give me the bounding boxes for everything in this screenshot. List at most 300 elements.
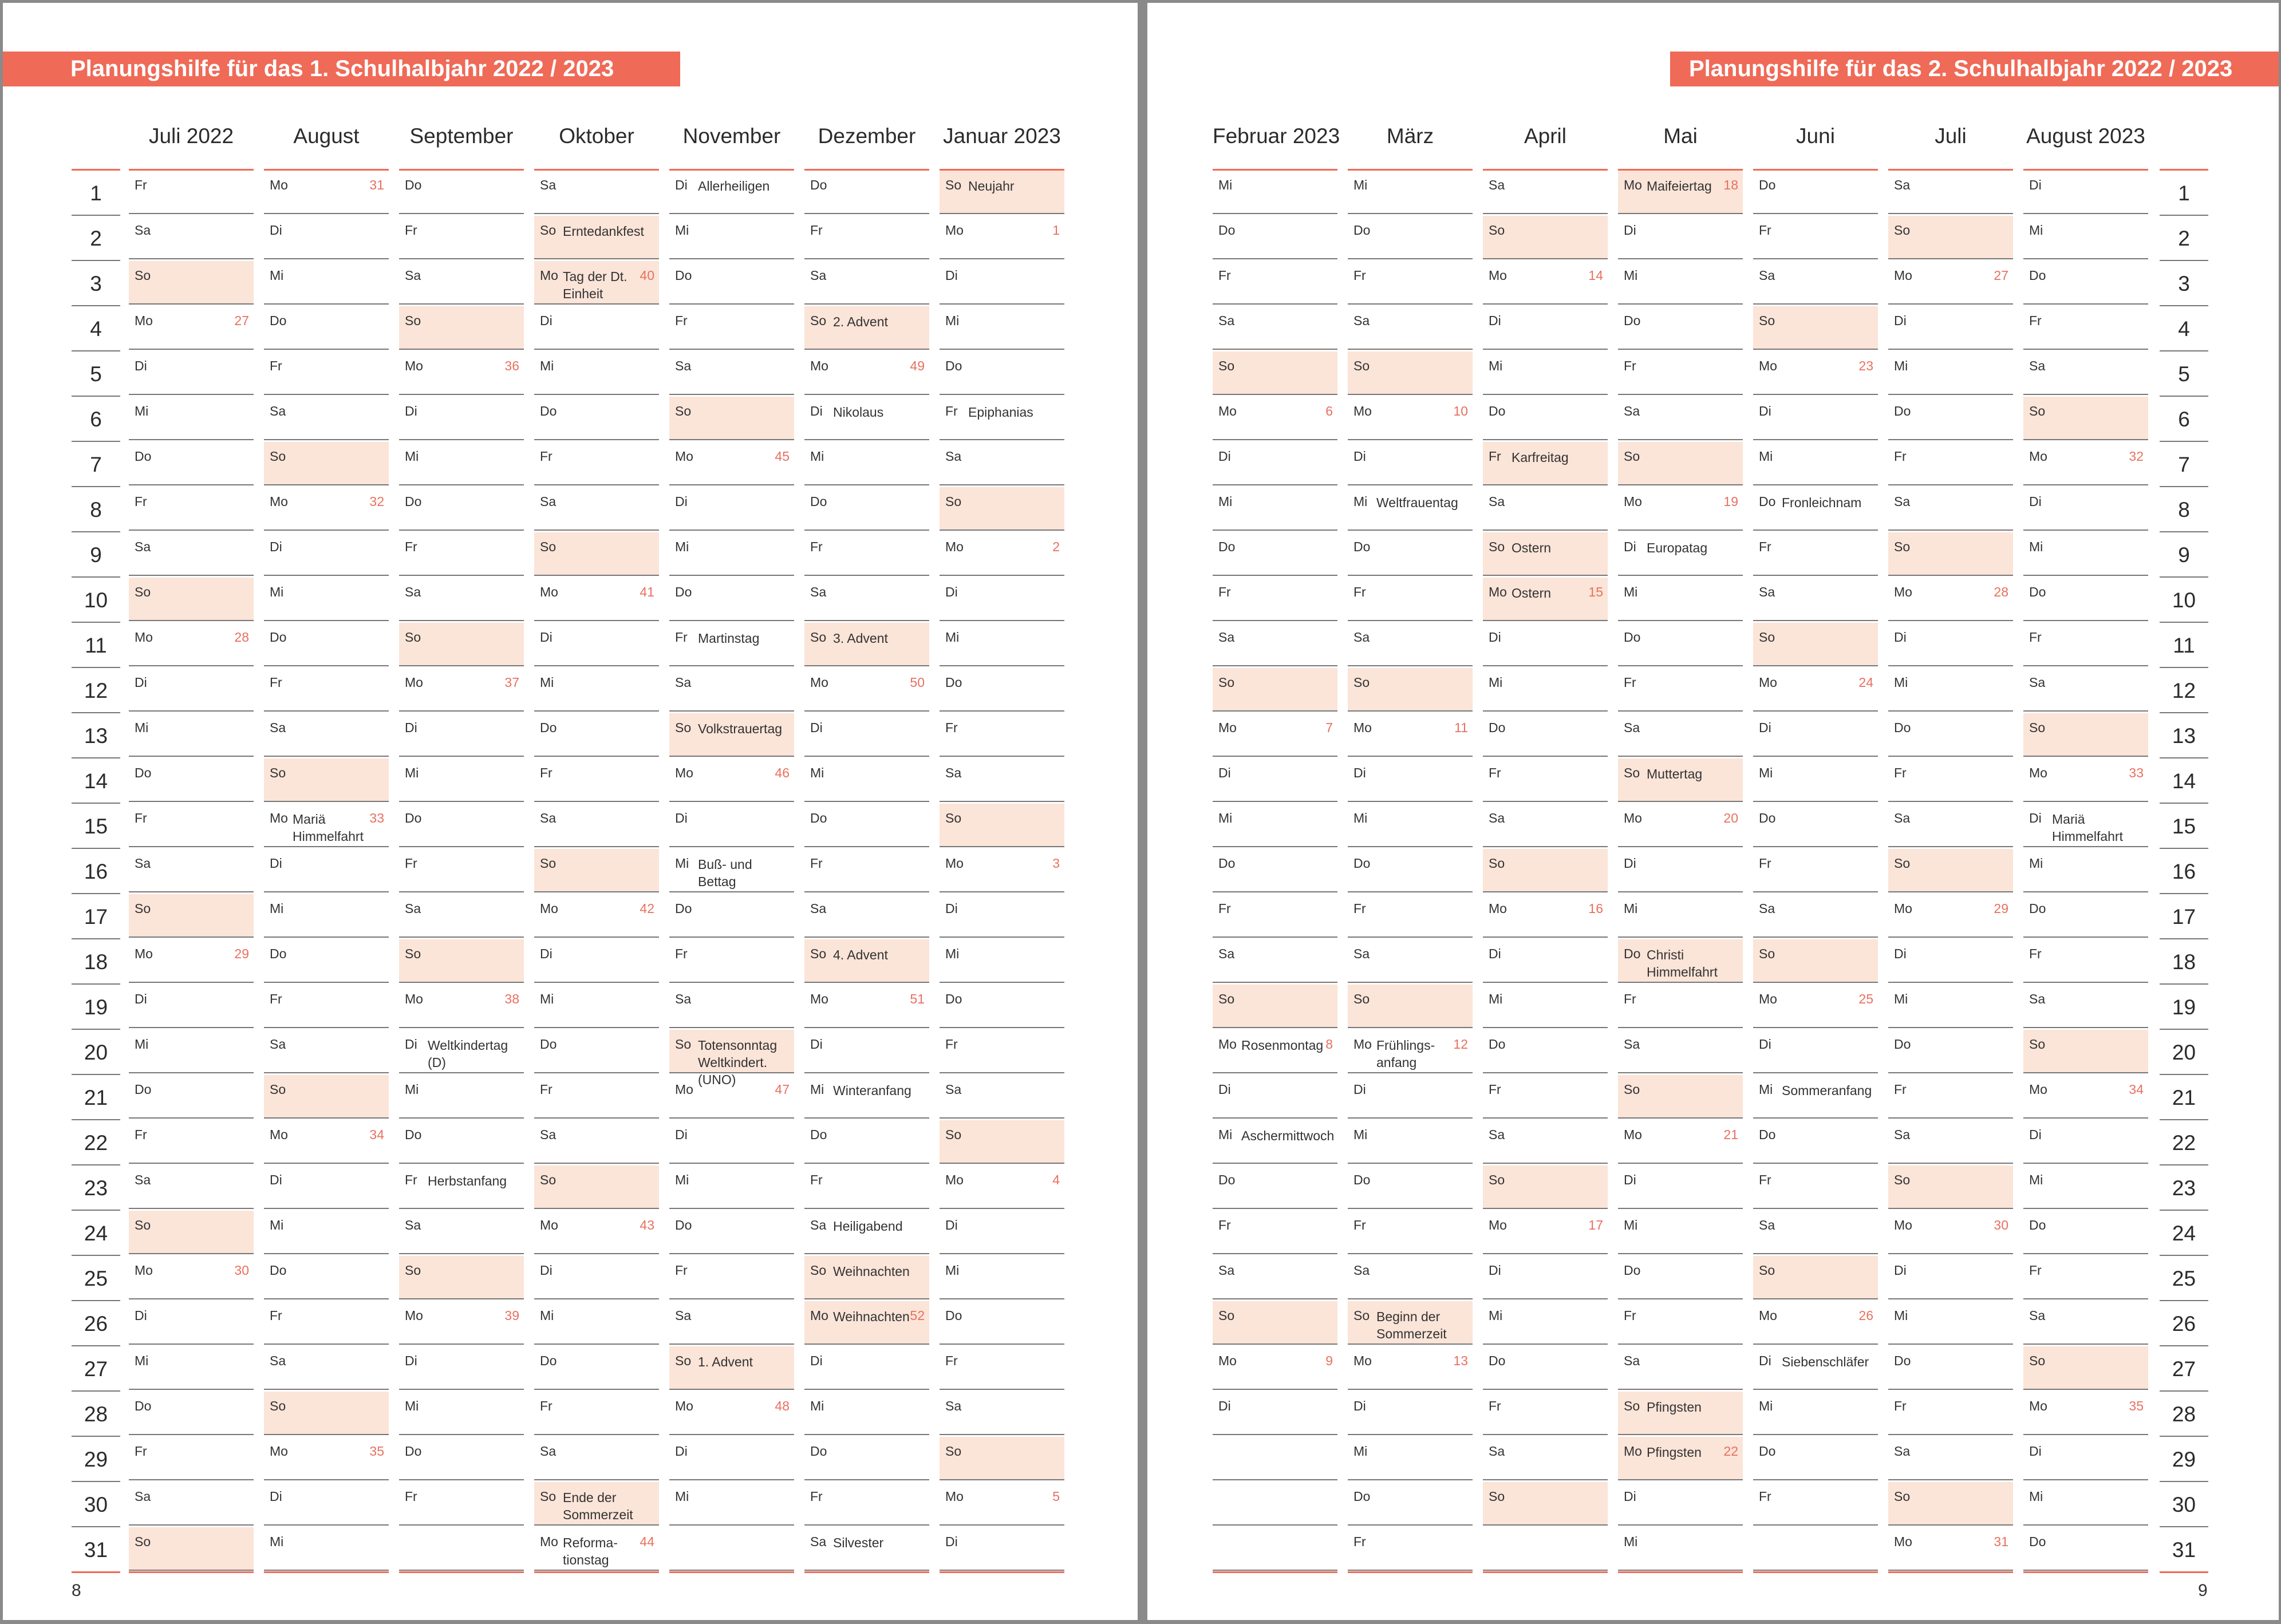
day-cell[interactable] bbox=[940, 1165, 1064, 1209]
day-cell[interactable] bbox=[534, 1120, 659, 1164]
day-cell[interactable] bbox=[1213, 894, 1337, 938]
day-cell[interactable] bbox=[669, 171, 794, 214]
day-cell[interactable] bbox=[2023, 939, 2148, 983]
day-cell[interactable] bbox=[1213, 1030, 1337, 1073]
day-cell[interactable] bbox=[940, 939, 1064, 983]
day-cell[interactable] bbox=[399, 1482, 524, 1526]
day-cell[interactable] bbox=[940, 487, 1064, 531]
day-cell[interactable] bbox=[1618, 487, 1743, 531]
day-cell[interactable] bbox=[1483, 306, 1608, 350]
day-cell[interactable] bbox=[940, 442, 1064, 485]
day-cell[interactable] bbox=[264, 1437, 389, 1480]
day-cell[interactable] bbox=[534, 532, 659, 576]
day-cell[interactable] bbox=[2023, 216, 2148, 259]
day-cell[interactable] bbox=[129, 713, 254, 757]
day-cell[interactable] bbox=[399, 1301, 524, 1345]
day-cell[interactable] bbox=[1348, 758, 1473, 802]
day-cell[interactable] bbox=[1888, 939, 2013, 983]
day-cell[interactable] bbox=[1888, 985, 2013, 1028]
day-cell[interactable] bbox=[1213, 397, 1337, 440]
day-cell[interactable] bbox=[1753, 623, 1878, 666]
day-cell[interactable] bbox=[1483, 1211, 1608, 1254]
day-cell[interactable] bbox=[1348, 804, 1473, 847]
day-cell[interactable] bbox=[1753, 261, 1878, 305]
day-cell[interactable] bbox=[534, 713, 659, 757]
day-cell[interactable] bbox=[129, 261, 254, 305]
day-cell[interactable] bbox=[1618, 532, 1743, 576]
day-cell[interactable] bbox=[669, 1346, 794, 1390]
day-cell[interactable] bbox=[2023, 351, 2148, 395]
day-cell[interactable] bbox=[1213, 351, 1337, 395]
day-cell[interactable] bbox=[399, 397, 524, 440]
day-cell[interactable] bbox=[399, 758, 524, 802]
day-cell[interactable] bbox=[1213, 261, 1337, 305]
day-cell[interactable] bbox=[534, 1030, 659, 1073]
day-cell[interactable] bbox=[1348, 1120, 1473, 1164]
day-cell[interactable] bbox=[940, 1301, 1064, 1345]
day-cell[interactable] bbox=[669, 1437, 794, 1480]
day-cell[interactable] bbox=[264, 1256, 389, 1299]
day-cell[interactable] bbox=[2023, 623, 2148, 666]
day-cell[interactable] bbox=[399, 306, 524, 350]
day-cell[interactable] bbox=[534, 1437, 659, 1480]
day-cell[interactable] bbox=[1753, 758, 1878, 802]
day-cell[interactable] bbox=[1213, 1256, 1337, 1299]
day-cell[interactable] bbox=[669, 1392, 794, 1435]
day-cell[interactable] bbox=[940, 216, 1064, 259]
day-cell[interactable] bbox=[399, 1120, 524, 1164]
day-cell[interactable] bbox=[534, 849, 659, 892]
day-cell[interactable] bbox=[1348, 1030, 1473, 1073]
day-cell[interactable] bbox=[1753, 578, 1878, 621]
day-cell[interactable] bbox=[534, 623, 659, 666]
day-cell[interactable] bbox=[129, 1527, 254, 1571]
day-cell[interactable] bbox=[399, 216, 524, 259]
day-cell[interactable] bbox=[669, 1527, 794, 1571]
day-cell[interactable] bbox=[1618, 1527, 1743, 1571]
day-cell[interactable] bbox=[804, 758, 929, 802]
day-cell[interactable] bbox=[129, 1165, 254, 1209]
day-cell[interactable] bbox=[669, 1211, 794, 1254]
day-cell[interactable] bbox=[940, 985, 1064, 1028]
day-cell[interactable] bbox=[264, 578, 389, 621]
day-cell[interactable] bbox=[264, 442, 389, 485]
day-cell[interactable] bbox=[1348, 1075, 1473, 1119]
day-cell[interactable] bbox=[1618, 261, 1743, 305]
day-cell[interactable] bbox=[264, 1075, 389, 1119]
day-cell[interactable] bbox=[804, 1527, 929, 1571]
day-cell[interactable] bbox=[1213, 939, 1337, 983]
day-cell[interactable] bbox=[1888, 578, 2013, 621]
day-cell[interactable] bbox=[2023, 532, 2148, 576]
day-cell[interactable] bbox=[1483, 623, 1608, 666]
day-cell[interactable] bbox=[1348, 171, 1473, 214]
day-cell[interactable] bbox=[1483, 578, 1608, 621]
day-cell[interactable] bbox=[399, 171, 524, 214]
day-cell[interactable] bbox=[2023, 713, 2148, 757]
day-cell[interactable] bbox=[804, 849, 929, 892]
day-cell[interactable] bbox=[1213, 532, 1337, 576]
day-cell[interactable] bbox=[2023, 397, 2148, 440]
day-cell[interactable] bbox=[399, 668, 524, 712]
day-cell[interactable] bbox=[804, 578, 929, 621]
day-cell[interactable] bbox=[1483, 713, 1608, 757]
day-cell[interactable] bbox=[940, 668, 1064, 712]
day-cell[interactable] bbox=[669, 532, 794, 576]
day-cell[interactable] bbox=[1348, 216, 1473, 259]
day-cell[interactable] bbox=[1348, 1437, 1473, 1480]
day-cell[interactable] bbox=[534, 578, 659, 621]
day-cell[interactable] bbox=[534, 1301, 659, 1345]
day-cell[interactable] bbox=[669, 1120, 794, 1164]
day-cell[interactable] bbox=[1348, 442, 1473, 485]
day-cell[interactable] bbox=[2023, 1075, 2148, 1119]
day-cell[interactable] bbox=[804, 1392, 929, 1435]
day-cell[interactable] bbox=[669, 894, 794, 938]
day-cell[interactable] bbox=[129, 1301, 254, 1345]
day-cell[interactable] bbox=[1753, 1437, 1878, 1480]
day-cell[interactable] bbox=[669, 487, 794, 531]
day-cell[interactable] bbox=[1213, 1346, 1337, 1390]
day-cell[interactable] bbox=[264, 397, 389, 440]
day-cell[interactable] bbox=[534, 1346, 659, 1390]
day-cell[interactable] bbox=[399, 1030, 524, 1073]
day-cell[interactable] bbox=[1618, 1437, 1743, 1480]
day-cell[interactable] bbox=[669, 1301, 794, 1345]
day-cell[interactable] bbox=[804, 1120, 929, 1164]
day-cell[interactable] bbox=[534, 1075, 659, 1119]
day-cell[interactable] bbox=[1618, 939, 1743, 983]
day-cell[interactable] bbox=[1753, 397, 1878, 440]
day-cell[interactable] bbox=[1888, 397, 2013, 440]
day-cell[interactable] bbox=[1888, 261, 2013, 305]
day-cell[interactable] bbox=[804, 1301, 929, 1345]
day-cell[interactable] bbox=[534, 1165, 659, 1209]
day-cell[interactable] bbox=[1483, 1120, 1608, 1164]
day-cell[interactable] bbox=[669, 442, 794, 485]
day-cell[interactable] bbox=[534, 758, 659, 802]
day-cell[interactable] bbox=[1753, 1346, 1878, 1390]
day-cell[interactable] bbox=[1888, 532, 2013, 576]
day-cell[interactable] bbox=[1753, 1120, 1878, 1164]
day-cell[interactable] bbox=[264, 1301, 389, 1345]
day-cell[interactable] bbox=[1483, 1437, 1608, 1480]
day-cell[interactable] bbox=[1888, 1527, 2013, 1571]
day-cell[interactable] bbox=[264, 306, 389, 350]
day-cell[interactable] bbox=[2023, 1030, 2148, 1073]
day-cell[interactable] bbox=[1348, 261, 1473, 305]
day-cell[interactable] bbox=[1753, 1256, 1878, 1299]
day-cell[interactable] bbox=[1888, 713, 2013, 757]
day-cell[interactable] bbox=[1753, 668, 1878, 712]
day-cell[interactable] bbox=[399, 1165, 524, 1209]
day-cell[interactable] bbox=[264, 487, 389, 531]
day-cell[interactable] bbox=[399, 939, 524, 983]
day-cell[interactable] bbox=[264, 1482, 389, 1526]
day-cell[interactable] bbox=[804, 713, 929, 757]
day-cell[interactable] bbox=[804, 261, 929, 305]
day-cell[interactable] bbox=[804, 1346, 929, 1390]
day-cell[interactable] bbox=[1618, 1392, 1743, 1435]
day-cell[interactable] bbox=[1888, 758, 2013, 802]
day-cell[interactable] bbox=[1213, 758, 1337, 802]
day-cell[interactable] bbox=[1348, 894, 1473, 938]
day-cell[interactable] bbox=[1483, 442, 1608, 485]
day-cell[interactable] bbox=[534, 804, 659, 847]
day-cell[interactable] bbox=[129, 804, 254, 847]
day-cell[interactable] bbox=[669, 351, 794, 395]
day-cell[interactable] bbox=[2023, 171, 2148, 214]
day-cell[interactable] bbox=[1348, 578, 1473, 621]
day-cell[interactable] bbox=[264, 758, 389, 802]
day-cell[interactable] bbox=[1348, 1346, 1473, 1390]
day-cell[interactable] bbox=[1888, 306, 2013, 350]
day-cell[interactable] bbox=[2023, 1256, 2148, 1299]
day-cell[interactable] bbox=[804, 442, 929, 485]
day-cell[interactable] bbox=[264, 849, 389, 892]
day-cell[interactable] bbox=[1483, 351, 1608, 395]
day-cell[interactable] bbox=[1618, 171, 1743, 214]
day-cell[interactable] bbox=[399, 442, 524, 485]
day-cell[interactable] bbox=[129, 939, 254, 983]
day-cell[interactable] bbox=[1213, 442, 1337, 485]
day-cell[interactable] bbox=[534, 1211, 659, 1254]
day-cell[interactable] bbox=[2023, 804, 2148, 847]
day-cell[interactable] bbox=[264, 1165, 389, 1209]
day-cell[interactable] bbox=[804, 397, 929, 440]
day-cell[interactable] bbox=[1618, 849, 1743, 892]
day-cell[interactable] bbox=[1483, 1165, 1608, 1209]
day-cell[interactable] bbox=[940, 1075, 1064, 1119]
day-cell[interactable] bbox=[1213, 985, 1337, 1028]
day-cell[interactable] bbox=[1483, 849, 1608, 892]
day-cell[interactable] bbox=[1618, 668, 1743, 712]
day-cell[interactable] bbox=[2023, 1120, 2148, 1164]
day-cell[interactable] bbox=[2023, 1437, 2148, 1480]
day-cell[interactable] bbox=[1213, 668, 1337, 712]
day-cell[interactable] bbox=[804, 1256, 929, 1299]
day-cell[interactable] bbox=[534, 1392, 659, 1435]
day-cell[interactable] bbox=[1348, 1211, 1473, 1254]
day-cell[interactable] bbox=[804, 351, 929, 395]
day-cell[interactable] bbox=[2023, 578, 2148, 621]
day-cell[interactable] bbox=[1483, 668, 1608, 712]
day-cell[interactable] bbox=[534, 668, 659, 712]
day-cell[interactable] bbox=[804, 668, 929, 712]
day-cell[interactable] bbox=[1483, 487, 1608, 531]
day-cell[interactable] bbox=[399, 1392, 524, 1435]
day-cell[interactable] bbox=[264, 171, 389, 214]
day-cell[interactable] bbox=[940, 532, 1064, 576]
day-cell[interactable] bbox=[669, 1482, 794, 1526]
day-cell[interactable] bbox=[940, 804, 1064, 847]
day-cell[interactable] bbox=[669, 668, 794, 712]
day-cell[interactable] bbox=[804, 1165, 929, 1209]
day-cell[interactable] bbox=[669, 1075, 794, 1119]
day-cell[interactable] bbox=[1618, 985, 1743, 1028]
day-cell[interactable] bbox=[264, 894, 389, 938]
day-cell[interactable] bbox=[399, 985, 524, 1028]
day-cell[interactable] bbox=[940, 1030, 1064, 1073]
day-cell[interactable] bbox=[669, 849, 794, 892]
day-cell[interactable] bbox=[1483, 985, 1608, 1028]
day-cell[interactable] bbox=[1213, 849, 1337, 892]
day-cell[interactable] bbox=[1213, 623, 1337, 666]
day-cell[interactable] bbox=[129, 758, 254, 802]
day-cell[interactable] bbox=[1213, 578, 1337, 621]
day-cell[interactable] bbox=[804, 1437, 929, 1480]
day-cell[interactable] bbox=[940, 1392, 1064, 1435]
day-cell[interactable] bbox=[1213, 1437, 1337, 1480]
day-cell[interactable] bbox=[804, 487, 929, 531]
day-cell[interactable] bbox=[1888, 171, 2013, 214]
day-cell[interactable] bbox=[1618, 442, 1743, 485]
day-cell[interactable] bbox=[534, 894, 659, 938]
day-cell[interactable] bbox=[1753, 713, 1878, 757]
day-cell[interactable] bbox=[669, 578, 794, 621]
day-cell[interactable] bbox=[534, 171, 659, 214]
day-cell[interactable] bbox=[399, 1075, 524, 1119]
day-cell[interactable] bbox=[940, 261, 1064, 305]
day-cell[interactable] bbox=[1753, 351, 1878, 395]
day-cell[interactable] bbox=[1348, 713, 1473, 757]
day-cell[interactable] bbox=[1618, 1301, 1743, 1345]
day-cell[interactable] bbox=[1753, 442, 1878, 485]
day-cell[interactable] bbox=[804, 985, 929, 1028]
day-cell[interactable] bbox=[534, 261, 659, 305]
day-cell[interactable] bbox=[399, 578, 524, 621]
day-cell[interactable] bbox=[534, 1256, 659, 1299]
day-cell[interactable] bbox=[1483, 804, 1608, 847]
day-cell[interactable] bbox=[129, 1346, 254, 1390]
day-cell[interactable] bbox=[1753, 487, 1878, 531]
day-cell[interactable] bbox=[534, 487, 659, 531]
day-cell[interactable] bbox=[264, 623, 389, 666]
day-cell[interactable] bbox=[1618, 758, 1743, 802]
day-cell[interactable] bbox=[1753, 1165, 1878, 1209]
day-cell[interactable] bbox=[2023, 758, 2148, 802]
day-cell[interactable] bbox=[1618, 713, 1743, 757]
day-cell[interactable] bbox=[264, 261, 389, 305]
day-cell[interactable] bbox=[2023, 985, 2148, 1028]
day-cell[interactable] bbox=[534, 216, 659, 259]
day-cell[interactable] bbox=[264, 1346, 389, 1390]
day-cell[interactable] bbox=[1213, 1392, 1337, 1435]
day-cell[interactable] bbox=[399, 532, 524, 576]
day-cell[interactable] bbox=[1888, 1075, 2013, 1119]
day-cell[interactable] bbox=[1348, 1527, 1473, 1571]
day-cell[interactable] bbox=[1213, 1165, 1337, 1209]
day-cell[interactable] bbox=[1483, 216, 1608, 259]
day-cell[interactable] bbox=[264, 713, 389, 757]
day-cell[interactable] bbox=[1483, 397, 1608, 440]
day-cell[interactable] bbox=[669, 985, 794, 1028]
day-cell[interactable] bbox=[1213, 1075, 1337, 1119]
day-cell[interactable] bbox=[129, 1256, 254, 1299]
day-cell[interactable] bbox=[129, 1211, 254, 1254]
day-cell[interactable] bbox=[804, 804, 929, 847]
day-cell[interactable] bbox=[534, 351, 659, 395]
day-cell[interactable] bbox=[399, 1211, 524, 1254]
day-cell[interactable] bbox=[1618, 351, 1743, 395]
day-cell[interactable] bbox=[1753, 306, 1878, 350]
day-cell[interactable] bbox=[1213, 713, 1337, 757]
day-cell[interactable] bbox=[1618, 1211, 1743, 1254]
day-cell[interactable] bbox=[1213, 1211, 1337, 1254]
day-cell[interactable] bbox=[264, 804, 389, 847]
day-cell[interactable] bbox=[669, 623, 794, 666]
day-cell[interactable] bbox=[264, 216, 389, 259]
day-cell[interactable] bbox=[1348, 1301, 1473, 1345]
day-cell[interactable] bbox=[1618, 804, 1743, 847]
day-cell[interactable] bbox=[1753, 804, 1878, 847]
day-cell[interactable] bbox=[1753, 216, 1878, 259]
day-cell[interactable] bbox=[2023, 668, 2148, 712]
day-cell[interactable] bbox=[940, 306, 1064, 350]
day-cell[interactable] bbox=[1348, 397, 1473, 440]
day-cell[interactable] bbox=[2023, 849, 2148, 892]
day-cell[interactable] bbox=[129, 623, 254, 666]
day-cell[interactable] bbox=[804, 1075, 929, 1119]
day-cell[interactable] bbox=[129, 1030, 254, 1073]
day-cell[interactable] bbox=[264, 1030, 389, 1073]
day-cell[interactable] bbox=[669, 939, 794, 983]
day-cell[interactable] bbox=[1753, 894, 1878, 938]
day-cell[interactable] bbox=[129, 668, 254, 712]
day-cell[interactable] bbox=[1888, 351, 2013, 395]
day-cell[interactable] bbox=[804, 1030, 929, 1073]
day-cell[interactable] bbox=[2023, 1527, 2148, 1571]
day-cell[interactable] bbox=[399, 1346, 524, 1390]
day-cell[interactable] bbox=[1213, 1301, 1337, 1345]
day-cell[interactable] bbox=[940, 578, 1064, 621]
day-cell[interactable] bbox=[1753, 1301, 1878, 1345]
day-cell[interactable] bbox=[399, 849, 524, 892]
day-cell[interactable] bbox=[1618, 1482, 1743, 1526]
day-cell[interactable] bbox=[264, 668, 389, 712]
day-cell[interactable] bbox=[1213, 804, 1337, 847]
day-cell[interactable] bbox=[129, 849, 254, 892]
day-cell[interactable] bbox=[804, 532, 929, 576]
day-cell[interactable] bbox=[1888, 1120, 2013, 1164]
day-cell[interactable] bbox=[940, 849, 1064, 892]
day-cell[interactable] bbox=[940, 623, 1064, 666]
day-cell[interactable] bbox=[1483, 1346, 1608, 1390]
day-cell[interactable] bbox=[129, 1437, 254, 1480]
day-cell[interactable] bbox=[940, 1256, 1064, 1299]
day-cell[interactable] bbox=[1483, 894, 1608, 938]
day-cell[interactable] bbox=[264, 985, 389, 1028]
day-cell[interactable] bbox=[1888, 668, 2013, 712]
day-cell[interactable] bbox=[940, 1527, 1064, 1571]
day-cell[interactable] bbox=[1348, 1482, 1473, 1526]
day-cell[interactable] bbox=[940, 171, 1064, 214]
day-cell[interactable] bbox=[534, 306, 659, 350]
day-cell[interactable] bbox=[1213, 171, 1337, 214]
day-cell[interactable] bbox=[399, 261, 524, 305]
day-cell[interactable] bbox=[1348, 306, 1473, 350]
day-cell[interactable] bbox=[1888, 1301, 2013, 1345]
day-cell[interactable] bbox=[129, 894, 254, 938]
day-cell[interactable] bbox=[2023, 1482, 2148, 1526]
day-cell[interactable] bbox=[399, 1527, 524, 1571]
day-cell[interactable] bbox=[399, 804, 524, 847]
day-cell[interactable] bbox=[264, 532, 389, 576]
day-cell[interactable] bbox=[264, 1211, 389, 1254]
day-cell[interactable] bbox=[129, 1392, 254, 1435]
day-cell[interactable] bbox=[1888, 1165, 2013, 1209]
day-cell[interactable] bbox=[1618, 306, 1743, 350]
